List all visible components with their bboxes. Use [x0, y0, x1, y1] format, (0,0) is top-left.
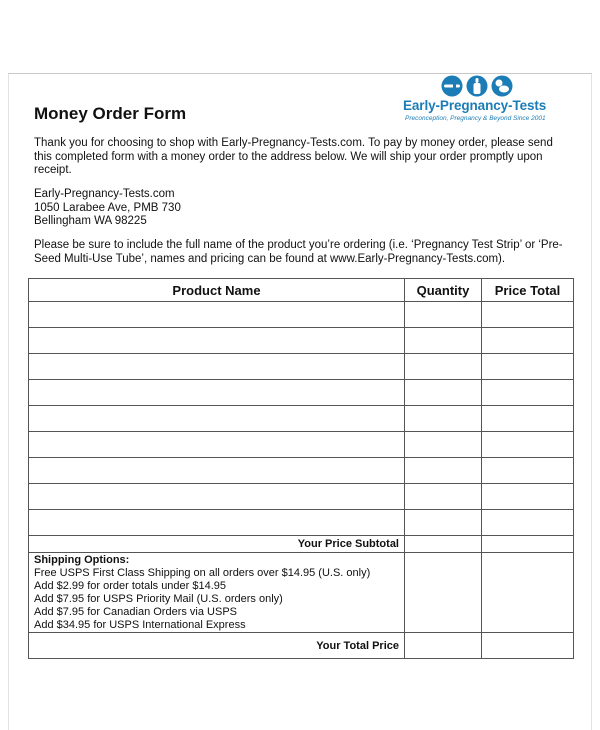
quantity-cell[interactable]	[405, 302, 482, 328]
table-row	[29, 328, 574, 354]
price-total-cell[interactable]	[482, 380, 574, 406]
logo-name: Early-Pregnancy-Tests	[403, 98, 547, 113]
price-total-cell[interactable]	[482, 510, 574, 536]
quantity-cell[interactable]	[405, 484, 482, 510]
product-name-header: Product Name	[29, 279, 405, 302]
price-total-cell[interactable]	[482, 484, 574, 510]
shipping-option: Add $7.95 for USPS Priority Mail (U.S. orders only)	[34, 593, 283, 605]
shipping-quantity-cell[interactable]	[405, 553, 482, 633]
price-total-cell[interactable]	[482, 354, 574, 380]
product-name-cell[interactable]	[29, 354, 405, 380]
product-name-cell[interactable]	[29, 432, 405, 458]
shipping-options	[29, 553, 405, 633]
shipping-option: Free USPS First Class Shipping on all orders over $14.95 (U.S. only)	[34, 567, 371, 579]
price-total-cell[interactable]	[482, 432, 574, 458]
table-row	[29, 458, 574, 484]
table-row	[29, 484, 574, 510]
address-line: Bellingham WA 98225	[34, 215, 147, 227]
shipping-price-cell[interactable]	[482, 553, 574, 633]
subtotal-quantity-cell[interactable]	[405, 536, 482, 553]
shipping-option: Add $34.95 for USPS International Express	[34, 619, 246, 631]
quantity-header: Quantity	[405, 279, 482, 302]
test-stick-icon	[442, 76, 463, 97]
quantity-cell[interactable]	[405, 406, 482, 432]
baby-bottle-icon	[467, 76, 488, 97]
quantity-cell[interactable]	[405, 458, 482, 484]
quantity-cell[interactable]	[405, 328, 482, 354]
total-price-cell[interactable]	[482, 633, 574, 659]
intro-paragraph: Thank you for choosing to shop with Early-Pregnancy-Tests.com. To pay by money order, please send this completed form with a money order to the address below. We will ship your order promptly upon receipt.	[34, 137, 553, 176]
product-note: Please be sure to include the full name of the product you’re ordering (i.e. ‘Pregnancy Test Strip’ or ‘Pre-Seed Multi-Use Tube’, names and pricing can be found at www.Early-Pregnancy-Tests.com).	[34, 239, 563, 265]
shipping-option: Add $2.99 for order totals under $14.95	[34, 580, 227, 592]
product-name-cell[interactable]	[29, 380, 405, 406]
table-row	[29, 510, 574, 536]
product-name-cell[interactable]	[29, 328, 405, 354]
price-total-cell[interactable]	[482, 302, 574, 328]
table-row	[29, 380, 574, 406]
table-row	[29, 302, 574, 328]
address-line: 1050 Larabee Ave, PMB 730	[34, 201, 181, 214]
product-name-cell[interactable]	[29, 406, 405, 432]
mailing-address	[34, 188, 569, 229]
quantity-cell[interactable]	[405, 354, 482, 380]
table-row	[29, 432, 574, 458]
table-row	[29, 406, 574, 432]
quantity-cell[interactable]	[405, 432, 482, 458]
order-table	[28, 278, 574, 659]
shipping-row	[29, 553, 574, 633]
logo-tagline: Preconception, Pregnancy & Beyond Since 2001	[405, 115, 546, 122]
subtotal-row	[29, 536, 574, 553]
shipping-title: Shipping Options:	[34, 554, 130, 566]
form-title: Money Order Form	[34, 104, 187, 123]
price-total-header: Price Total	[482, 279, 574, 302]
total-quantity-cell[interactable]	[405, 633, 482, 659]
table-header-row	[29, 279, 574, 302]
table-row	[29, 354, 574, 380]
product-name-cell[interactable]	[29, 302, 405, 328]
total-row	[29, 633, 574, 659]
quantity-cell[interactable]	[405, 510, 482, 536]
brand-logo	[403, 74, 563, 124]
total-label: Your Total Price	[29, 633, 405, 659]
price-total-cell[interactable]	[482, 406, 574, 432]
address-line: Early-Pregnancy-Tests.com	[34, 188, 175, 200]
product-name-cell[interactable]	[29, 510, 405, 536]
shipping-option: Add $7.95 for Canadian Orders via USPS	[34, 606, 238, 618]
price-total-cell[interactable]	[482, 458, 574, 484]
product-name-cell[interactable]	[29, 458, 405, 484]
price-total-cell[interactable]	[482, 328, 574, 354]
logo-icons	[441, 74, 523, 98]
baby-icon	[492, 76, 513, 97]
subtotal-price-cell[interactable]	[482, 536, 574, 553]
quantity-cell[interactable]	[405, 380, 482, 406]
product-name-cell[interactable]	[29, 484, 405, 510]
subtotal-label: Your Price Subtotal	[29, 536, 405, 553]
